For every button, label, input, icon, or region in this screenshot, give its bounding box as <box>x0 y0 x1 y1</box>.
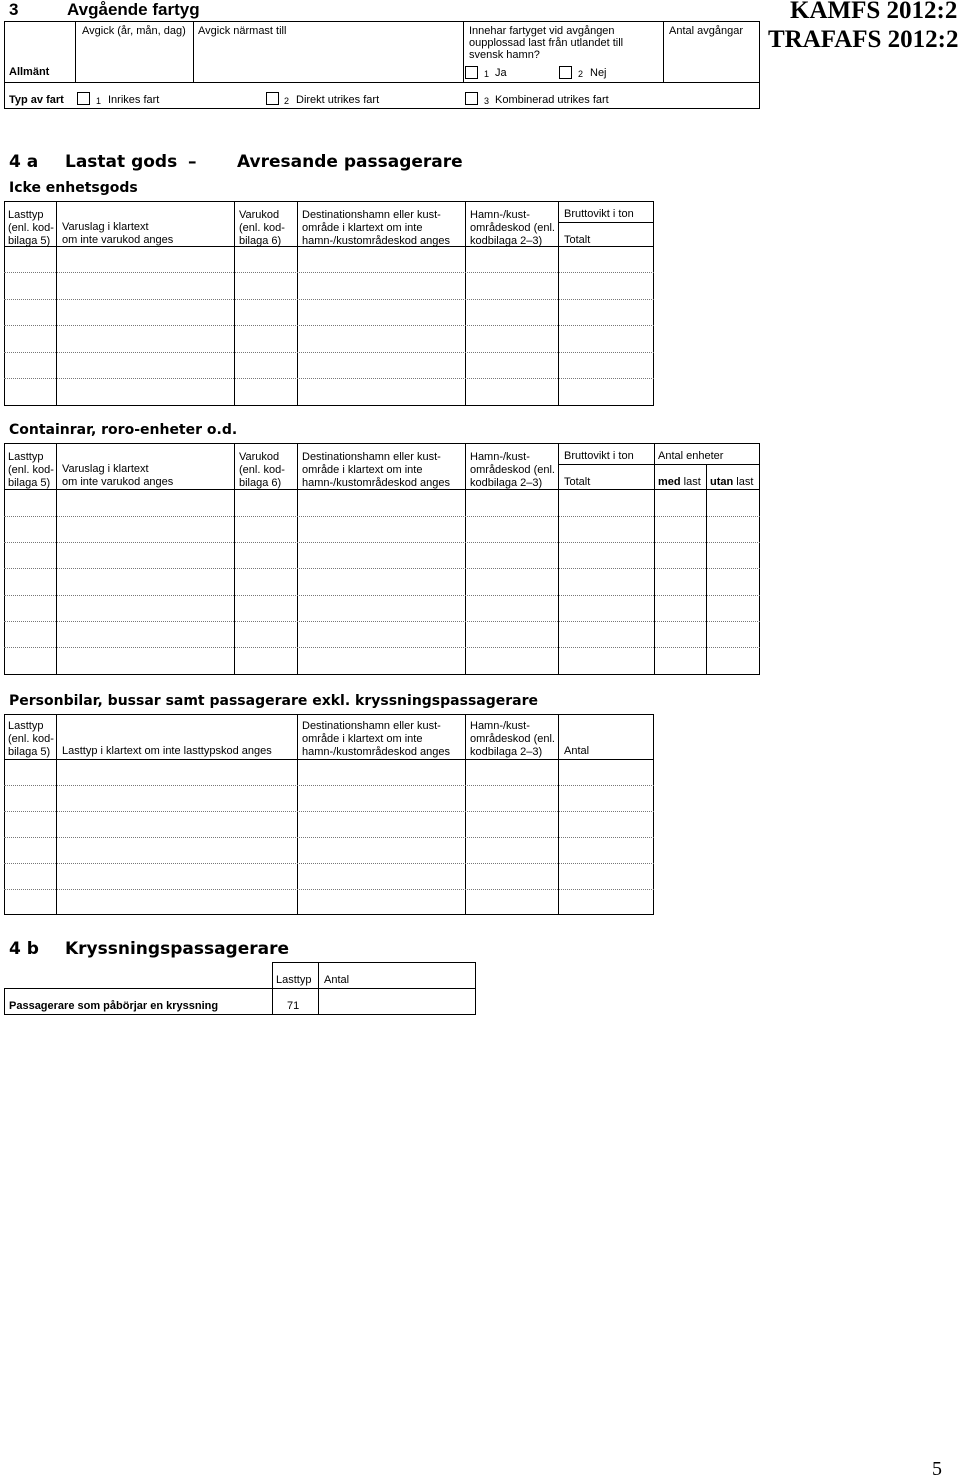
cruise-row-label: Passagerare som påbörjar en kryssning <box>9 1000 219 1012</box>
non-unit-title: Icke enhetsgods <box>9 180 138 196</box>
voyage-direct-label: Direkt utrikes fart <box>296 94 380 106</box>
col-varuslag: Varuslag i klartext om inte varukod anges <box>62 463 174 488</box>
cruise-antal-field[interactable] <box>320 990 474 1013</box>
cruise-col-antal: Antal <box>324 974 350 986</box>
voyage-direct-code: 2 <box>284 96 290 106</box>
non-unit-entry-area[interactable] <box>5 247 653 405</box>
yes-code: 1 <box>484 69 490 79</box>
col-hamnkod: Hamn-/kust- områdeskod (enl. kodbilaga 2–3) <box>470 720 555 758</box>
col-antal-enheter: Antal enheter <box>658 450 724 462</box>
yes-checkbox[interactable] <box>465 66 478 79</box>
page-number: 5 <box>932 1458 942 1480</box>
col-destination: Destinationshamn eller kust- område i klartext om inte hamn-/kustområdeskod anges <box>302 720 450 758</box>
departures-label: Antal avgångar <box>669 25 743 37</box>
cruise-row-code: 71 <box>287 1000 300 1012</box>
col-lasttyp-text: Lasttyp i klartext om inte lasttypskod anges <box>62 745 272 757</box>
general-label: Allmänt <box>9 66 50 78</box>
col-destination: Destinationshamn eller kust- område i klartext om inte hamn-/kustområdeskod anges <box>302 451 450 489</box>
voyage-domestic-code: 1 <box>96 96 102 106</box>
yes-label: Ja <box>495 67 507 79</box>
cruise-col-lasttyp: Lasttyp <box>276 974 312 986</box>
voyage-type-label: Typ av fart <box>9 94 64 106</box>
departed-near-label: Avgick närmast till <box>198 25 287 37</box>
col-med-last: med last <box>658 476 701 488</box>
departed-date-label: Avgick (år, mån, dag) <box>82 25 186 37</box>
col-varukod: Varukod (enl. kod- bilaga 6) <box>239 451 285 489</box>
section-number: 3 <box>9 0 19 19</box>
voyage-domestic-label: Inrikes fart <box>108 94 160 106</box>
col-lasttyp: Lasttyp (enl. kod- bilaga 5) <box>8 209 54 247</box>
voyage-domestic-checkbox[interactable] <box>77 92 90 105</box>
voyage-direct-checkbox[interactable] <box>266 92 279 105</box>
containers-title: Containrar, roro-enheter o.d. <box>9 422 238 438</box>
section-4a-title: Lastat gods <box>65 152 178 172</box>
col-lasttyp: Lasttyp (enl. kod- bilaga 5) <box>8 720 54 758</box>
section-4a-number: 4 a <box>9 152 39 172</box>
col-hamnkod: Hamn-/kust- områdeskod (enl. kodbilaga 2–3) <box>470 451 555 489</box>
voyage-combined-checkbox[interactable] <box>465 92 478 105</box>
no-code: 2 <box>578 69 584 79</box>
section-4b-title: Kryssningspassagerare <box>65 939 290 959</box>
section-4a-dash: – <box>188 152 197 172</box>
col-brutto: Bruttovikt i ton <box>564 208 634 220</box>
col-antal: Antal <box>564 745 590 757</box>
col-varuslag: Varuslag i klartext om inte varukod anges <box>62 221 174 246</box>
col-utan-last: utan last <box>710 476 754 488</box>
regulation-code-1: KAMFS 2012:2 <box>790 0 958 24</box>
col-brutto: Bruttovikt i ton <box>564 450 634 462</box>
col-destination: Destinationshamn eller kust- område i klartext om inte hamn-/kustområdeskod anges <box>302 209 450 247</box>
col-totalt: Totalt <box>564 476 591 488</box>
containers-entry-area[interactable] <box>5 490 759 674</box>
section-title: Avgående fartyg <box>67 0 200 19</box>
no-label: Nej <box>590 67 607 79</box>
departures-field[interactable] <box>666 42 756 78</box>
voyage-combined-code: 3 <box>484 96 490 106</box>
cars-entry-area[interactable] <box>5 760 653 914</box>
section-4b-number: 4 b <box>9 939 39 959</box>
no-checkbox[interactable] <box>559 66 572 79</box>
departed-near-field[interactable] <box>196 42 460 78</box>
regulation-code-2: TRAFAFS 2012:2 <box>768 26 959 53</box>
unloaded-question: Innehar fartyget vid avgången oupplossad last från utlandet till svensk hamn? <box>469 25 624 61</box>
cars-title: Personbilar, bussar samt passagerare exkl. kryssningspassagerare <box>9 693 538 709</box>
col-lasttyp: Lasttyp (enl. kod- bilaga 5) <box>8 451 54 489</box>
departed-date-field[interactable] <box>80 42 190 78</box>
col-totalt: Totalt <box>564 234 591 246</box>
section-4a-title2: Avresande passagerare <box>237 152 463 172</box>
voyage-combined-label: Kombinerad utrikes fart <box>495 94 609 106</box>
col-hamnkod: Hamn-/kust- områdeskod (enl. kodbilaga 2–3) <box>470 209 555 247</box>
col-varukod: Varukod (enl. kod- bilaga 6) <box>239 209 285 247</box>
